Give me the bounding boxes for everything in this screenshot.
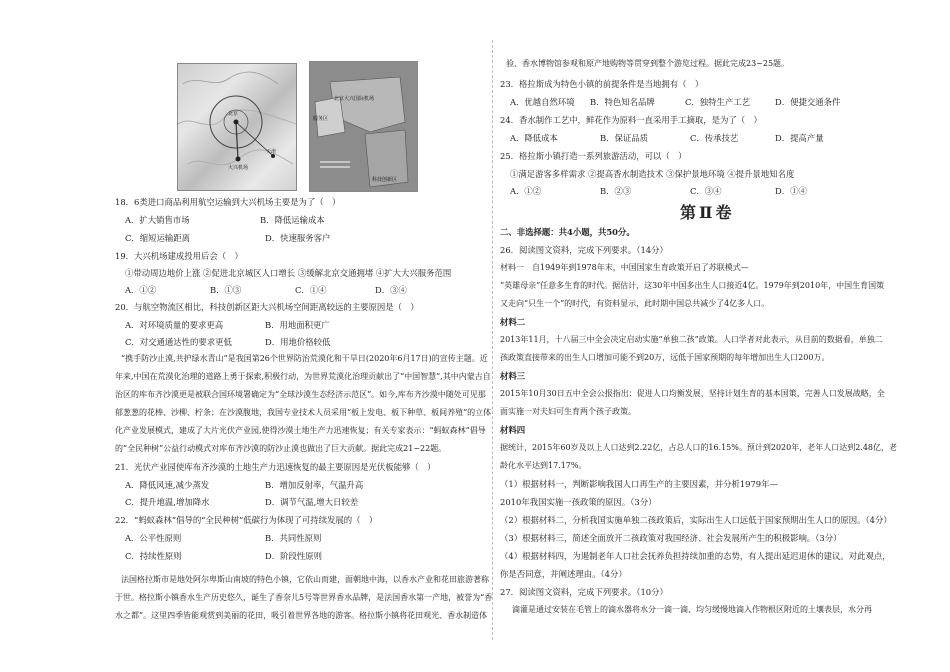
q23-option-a: A．优越自然环境	[510, 97, 575, 107]
passage-line-2: 年来,中国在荒漠化治理的道路上勇于探索,积极行动，为世界荒漠化治理贡献出了“中国智慧”,其中内蒙古自	[115, 372, 491, 381]
passage-line-4: 郁葱葱的花棒、沙柳、柠条；在沙漠腹地，我国专业技术人员采用“板上发电、板下种草、板间养殖”的立体	[115, 408, 492, 417]
q20-option-d: D．用地价格较低	[265, 337, 331, 347]
subq2: （2）根据材料二，分析我国实施单独二孩政策后，实际出生人口远低于国家预期出生人口的原因。（4分）	[500, 515, 892, 525]
map-label-daxing-airport: 大兴机场	[228, 165, 249, 171]
q22-option-c: C．持续性原则	[125, 551, 182, 561]
q18-option-d: D．快速服务客户	[265, 233, 331, 243]
map-label-service-area: 服务区	[313, 116, 329, 122]
map-label-beijing: 北京	[228, 111, 239, 117]
q25-option-a: A．①②	[510, 186, 542, 196]
q26-stem: 26．阅读图文资料，完成下列要求。（14分）	[500, 245, 668, 255]
q19-option-c: C．①④	[295, 285, 327, 295]
subq3: （3）根据材料三，简述全面放开二孩政策对我国经济、社会发展所产生的积极影响。（3分）	[500, 533, 842, 543]
airport-zoning-drawing	[310, 62, 417, 191]
material3-title: 材料三	[500, 371, 526, 381]
material3-line-2: 面实施一对夫妇可生育两个孩子政策。	[500, 407, 636, 416]
q22-option-b: B．共同性原则	[265, 533, 322, 543]
q24-stem: 24．香水制作工艺中，鲜花作为原料一直采用手工摘取，是为了（ ）	[500, 115, 762, 125]
q20-stem: 20．与航空物流区相比，科技创新区距大兴机场空间距离较远的主要原因是（ ）	[115, 302, 419, 312]
map-label-tech-zone: 科技创新区	[372, 177, 398, 183]
q18-option-b: B．降低运输成本	[260, 215, 325, 225]
passage2-line-4: 验、香水博物馆参观和原产地购物等贯穿到整个游览过程。据此完成23~25题。	[506, 59, 790, 68]
q21-option-c: C．提升地温,增加降水	[125, 497, 210, 507]
q25-items: ①满足游客多样需求 ②提高香水制造技术 ③保护景地环境 ④提升景地知名度	[510, 169, 795, 179]
regional-map-drawing	[178, 64, 296, 190]
q21-stem: 21．光伏产业园使库布齐沙漠的土地生产力迅速恢复的最主要原因是光伏板能够（ ）	[115, 462, 436, 472]
q24-option-b: B．保证品质	[600, 133, 649, 143]
q22-stem: 22．“蚂蚁森林”倡导的“全民种树”低碳行为体现了可持续发展的（ ）	[115, 515, 378, 525]
q21-option-a: A．降低风速,减少蒸发	[125, 480, 210, 490]
q20-option-a: A．对环境质量的要求更高	[125, 320, 224, 330]
passage2-line-2: 于世。格拉斯小镇香水生产历史悠久，诞生了香奈儿5号等世界香水品牌，是法国香水第一产地，被誉为“香	[115, 593, 493, 602]
material2-line-1: 2013年11月，十八届三中全会决定启动实施“单独二孩”政策。人口学者对此表示，从目前的数据看，单独二	[500, 335, 883, 344]
material2-title: 材料二	[500, 317, 526, 327]
q24-option-a: A．降低成本	[510, 133, 558, 143]
q27-passage-line-1: 滴灌是通过安装在毛管上的滴水器将水分一滴一滴、均匀缓慢地滴入作物根区附近的土壤表层，水分再	[512, 605, 872, 614]
subq4-line-1: （4）根据材料四，为遏制老年人口社会抚养负担持续加重的态势，有人提出延迟退休的建议。对此观点，	[500, 551, 891, 561]
regional-map-figure	[177, 63, 297, 191]
column-divider	[492, 40, 494, 640]
subq1-line-2: 2010年我国实施一孩政策的原因。（3分）	[500, 497, 657, 507]
subq4-line-2: 你是否同意，并阐述理由。（4分）	[500, 569, 627, 579]
q19-option-d: D．③④	[375, 285, 407, 295]
q25-option-d: D．①④	[775, 186, 807, 196]
q18-option-c: C．缩短运输距离	[125, 233, 191, 243]
section-title: 第Ⅱ卷	[680, 203, 735, 222]
map-label-tianjin: 天津	[266, 149, 277, 155]
material4-title: 材料四	[500, 425, 526, 435]
passage-line-5: 化产业发展模式，建成了大片光伏产业园,使得沙漠土地生产力迅速恢复；有关专家表示：“蚂蚁森林”倡导	[115, 426, 486, 435]
q23-stem: 23．格拉斯成为特色小镇的前提条件是当地拥有（ ）	[500, 79, 704, 89]
q25-stem: 25．格拉斯小镇打造一系列旅游活动，可以（ ）	[500, 151, 687, 161]
passage2-line-1: 法国格拉斯市是地处阿尔卑斯山南坡的特色小镇，它依山而建，面朝地中海，以香水产业和花田旅游著称	[121, 575, 489, 584]
material4-line-2: 龄化水平达到17.17%。	[500, 461, 587, 470]
q19-option-a: A．①②	[125, 285, 157, 295]
q24-option-c: C．传承技艺	[690, 133, 739, 143]
q23-option-d: D．便捷交通条件	[775, 97, 841, 107]
q27-stem: 27．阅读图文资料，完成下列要求。（10分）	[500, 587, 668, 597]
material1-line-3: 又走向“只生一个”的时代，有资料显示，此时期中国总共减少了4亿多人口。	[500, 299, 770, 308]
q20-option-c: C．对交通通达性的要求更低	[125, 337, 232, 347]
airport-zoning-map-figure	[309, 61, 418, 192]
material4-line-1: 据统计，2015年60岁及以上人口达到2.22亿，占总人口的16.15%。预计到2020年，老年人口达到2.48亿，老	[500, 443, 898, 452]
q25-option-b: B．②③	[600, 186, 632, 196]
passage-line-1: “携手防沙止漠,共护绿水青山”是我国第26个世界防治荒漠化和干旱日(2020年6月17日)的宣传主题。近	[121, 354, 488, 363]
subq1-line-1: （1）根据材料一，判断影响我国人口再生产的主要因素，并分析1979年—	[500, 479, 778, 489]
q19-option-b: B．①③	[210, 285, 242, 295]
map-label-airport: 北京大兴国际机场	[334, 96, 375, 102]
material1-line-1: 材料一 自1949年到1978年末，中国国家生育政策开启了苏联模式—	[500, 263, 749, 272]
q18-stem: 18．6类进口商品利用航空运输到大兴机场主要是为了（ ）	[115, 197, 341, 207]
material3-line-1: 2015年10月30日五中全会公报指出：促进人口均衡发展，坚持计划生育的基本国策，完善人口发展战略，全	[500, 389, 885, 398]
passage-line-6: 的“全民种树”公益行动模式对库布齐沙漠的防沙止漠也做出了巨大贡献。据此完成21~22题。	[115, 444, 447, 453]
q21-option-b: B．增加反射率，气温升高	[265, 480, 364, 490]
q19-stem: 19．大兴机场建成投用后会（ ）	[115, 251, 243, 261]
q25-option-c: C．③④	[690, 186, 722, 196]
q19-items: ①带动周边地价上涨 ②促进北京城区人口增长 ③缓解北京交通拥堵 ④扩大大兴服务范围	[125, 268, 452, 278]
q24-option-d: D．提高产量	[775, 133, 824, 143]
q18-option-a: A．扩大销售市场	[125, 215, 190, 225]
q23-option-b: B．特色知名品牌	[590, 97, 655, 107]
material2-line-2: 孩政策直接带来的出生人口增加可能不到20万，远低于国家预期的每年增加出生人口200万。	[500, 353, 830, 362]
section-subtitle: 二、非选择题：共4小题，共50分。	[500, 227, 635, 237]
q22-option-d: D．阶段性原则	[265, 551, 322, 561]
passage2-line-3: 水之都”。这里四季皆能观赏到美丽的花田，吸引着世界各地的游客。格拉斯小镇将花田观光、香水制造体	[115, 611, 488, 620]
passage-line-3: 治区的库布齐沙漠更是被联合国环境署确定为“全球沙漠生态经济示范区”。如今,库布齐沙漠中随处可见那	[115, 390, 486, 399]
q23-option-c: C．独特生产工艺	[685, 97, 751, 107]
material1-line-2: “英雄母亲”任意多生育的时代。据估计，这30年中国多出生人口接近4亿。1979年到2010年，中国生育国策	[500, 281, 885, 290]
q21-option-d: D．调节气温,增大日较差	[265, 497, 359, 507]
q20-option-b: B．用地面积更广	[265, 320, 330, 330]
q22-option-a: A．公平性原则	[125, 533, 182, 543]
